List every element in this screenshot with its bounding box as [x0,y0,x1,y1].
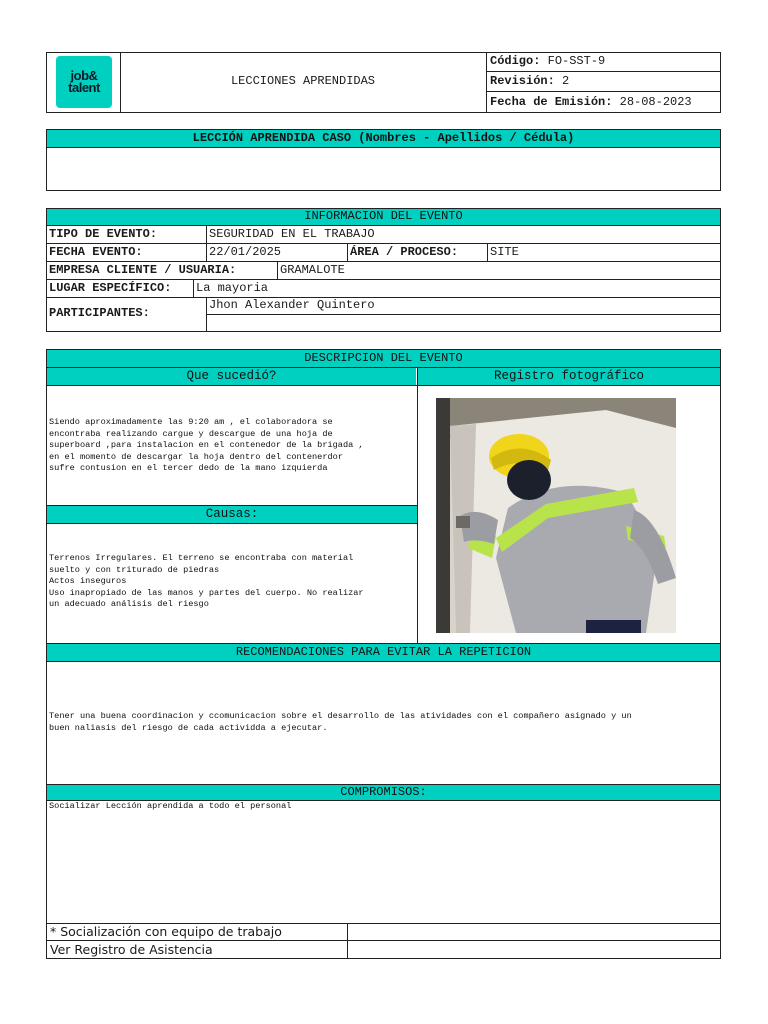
participant-1: Jhon Alexander Quintero [209,298,375,312]
event-type-value: SEGURIDAD EN EL TRABAJO [209,227,375,241]
what-happened-text: Siendo aproximadamente las 9:20 am , el colaboradora se encontraba realizando cargue y descargue de una hoja de superboard ,para instalacion en el contenedor de la brigada , en el momento de descargar la hoja dentro del contenerdor sufre contusion en el tercer dedo de la mano izquierda [49,417,364,473]
photo-record-header [418,368,720,385]
case-title: LECCIÓN APRENDIDA CASO (Nombres - Apellidos / Cédula) [192,131,575,145]
socialization-label: * Socialización con equipo de trabajo [50,924,282,939]
area-label: ÁREA / PROCESO: [350,245,459,259]
revision-label: Revisión: [490,74,555,88]
event-date-label: FECHA EVENTO: [49,245,143,259]
event-info-header [47,209,720,225]
emission-date-label: Fecha de Emisión: [490,95,613,109]
logo-line-1: job& [70,68,98,83]
commitments-title: COMPROMISOS: [340,785,427,799]
place-label: LUGAR ESPECÍFICO: [49,281,172,295]
commitments-header [47,785,720,800]
event-date-value: 22/01/2025 [209,245,282,259]
revision-row [487,72,721,91]
what-happened-header [47,368,416,385]
event-info-title: INFORMACION DEL EVENTO [304,209,463,223]
recommendations-text: Tener una buena coordinacion y ccomunicacion sobre el desarrollo de las ativida​des con el compañero asignado y un buen naliasis del riesgo de cada actividda a ejecutar. [49,711,632,733]
what-happened-label: Que sucedió? [186,369,277,383]
participants-label: PARTICIPANTES: [49,306,150,320]
event-type-label: TIPO DE EVENTO: [49,227,158,241]
description-header [47,350,720,367]
case-header [47,130,720,147]
photo-record-label: Registro fotográfico [493,369,645,383]
client-value: GRAMALOTE [280,263,345,277]
place-value: La mayoria [196,281,269,295]
emission-date-row [487,92,721,112]
area-value: SITE [490,245,519,259]
causes-label: Causas: [205,507,259,521]
code-row [487,52,721,71]
attendance-label: Ver Registro de Asistencia [50,942,213,957]
recommendations-title: RECOMENDACIONES PARA EVITAR LA REPETICION [235,645,532,659]
commitments-text: Socializar Lección aprendida a todo el personal [49,801,292,811]
code-label: Código: [490,54,541,68]
client-label: EMPRESA CLIENTE / USUARIA: [49,263,237,277]
revision-value: 2 [562,74,570,88]
incident-photo [436,398,676,633]
document-title: LECCIONES APRENDIDAS [230,74,376,88]
emission-date-value: 28-08-2023 [619,95,692,109]
company-logo [56,56,112,108]
recommendations-header [47,644,720,661]
causes-header [47,506,417,523]
logo-line-2: talent [68,80,100,95]
causes-text: Terrenos Irregulares. El terreno se encontraba con material suelto y con triturado de piedras Actos inseguros Uso inapropiado de las manos y partes del cuerpo. No realizar un adecuado análisis del riesgo [49,553,364,609]
description-title: DESCRIPCION DEL EVENTO [304,351,463,365]
code-value: FO-SST-9 [547,54,606,68]
